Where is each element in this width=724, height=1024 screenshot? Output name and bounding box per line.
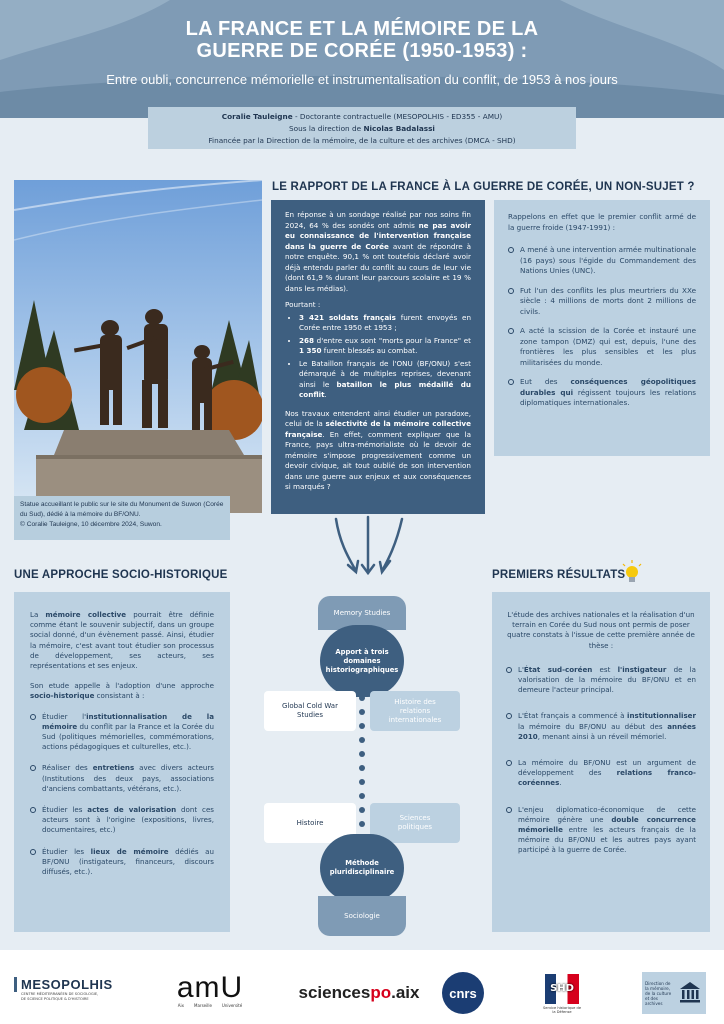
- poster-subtitle: Entre oubli, concurrence mémorielle et instrumentalisation du conflit, de 1953 à nos jours: [106, 72, 618, 87]
- monument-photo: [14, 180, 262, 513]
- bullet-circle-icon: [506, 713, 512, 719]
- list-item: L'État français a commencé à institutionnaliser la mémoire du BF/ONU au début des années 2010, menant ainsi à un réveil mémoriel.: [506, 711, 696, 742]
- section3-title: PREMIERS RÉSULTATS: [492, 569, 626, 581]
- list-item: L'État sud-coréen est l'instigateur de la valorisation de la mémoire du BF/ONU et en demeure l'acteur principal.: [506, 665, 696, 696]
- bullet-circle-icon: [506, 807, 512, 813]
- bullet-circle-icon: [508, 288, 514, 294]
- facts-list: [285, 313, 471, 401]
- bullet-circle-icon: [30, 849, 36, 855]
- authors-box: Coralie Tauleigne - Doctorante contractuelle (MESOPOLHIS - ED355 - AMU) Sous la direction de Nicolas Badalassi Financée par la Direction de la mémoire, de la culture et des archives (DMCA - SHD): [148, 107, 576, 149]
- relations-internationales-node: Histoire des relations internationales: [370, 691, 460, 731]
- list-item: A mené à une intervention armée multinationale (16 pays) sous l'égide du Commandement des Nations Unies (UNC).: [508, 245, 696, 277]
- list-item: Étudier les lieux de mémoire dédiés au BF/ONU (instigateurs, financeurs, discours diffusés, etc.).: [30, 847, 214, 878]
- bullet-circle-icon: [506, 667, 512, 673]
- approach-panel: [14, 592, 230, 932]
- results-panel: [492, 592, 710, 932]
- bullet-circle-icon: [30, 807, 36, 813]
- memory-studies-node: Memory Studies: [318, 596, 406, 630]
- list-item: Fut l'un des conflits les plus meurtriers du XXe siècle : 4 millions de morts dont 2 millions de civils.: [508, 286, 696, 318]
- dmca-logo: Direction de la mémoire, de la culture et des archives: [642, 972, 706, 1014]
- approach-paragraph: Son etude appelle à l'adoption d'une approche socio-historique consistant à :: [30, 681, 214, 701]
- section2-title: UNE APPROCHE SOCIO-HISTORIQUE: [14, 569, 228, 581]
- bullet-circle-icon: [508, 328, 514, 334]
- survey-panel: [271, 200, 485, 514]
- list-item: Eut des conséquences géopolitiques durables qui régissent toujours les relations diplomatiques internationales.: [508, 377, 696, 409]
- mesopolhis-logo: MESOPOLHIS CENTRE MÉDITERRANÉEN DE SOCIOLOGIE, DE SCIENCE POLITIQUE & D'HISTOIRE: [14, 972, 104, 1006]
- list-item: • Le Bataillon français de l'ONU (BF/ONU) s'est démarqué à de multiples reprises, devenant ainsi le bataillon le plus médaillé du conflit.: [299, 359, 471, 401]
- global-cold-war-node: Global Cold War Studies: [264, 691, 356, 731]
- cnrs-logo: cnrs: [442, 972, 484, 1014]
- methode-node: Méthode pluridisciplinaire: [320, 834, 404, 902]
- arrows-down-icon: [330, 515, 410, 585]
- bullet-circle-icon: [508, 379, 514, 385]
- reminder-panel: [494, 200, 710, 456]
- amu-logo: amU Aix Marseille Université: [176, 970, 244, 1008]
- sciences-politiques-node: Sciences politiques: [370, 803, 460, 843]
- list-item: L'enjeu diplomatico-économique de cette mémoire génère une double concurrence mémorielle entre les acteurs français de la mémoire du BF/ONU et les autres pays ayant participé à la guerre de Corée.: [506, 805, 696, 856]
- bullet-circle-icon: [506, 760, 512, 766]
- survey-paragraph: En réponse à un sondage réalisé par nos soins fin 2024, 64 % des sondés ont admis ne pas avoir eu connaissance de l'intervention française dans la guerre de Corée avant de répondre à notre enquête. 90,1 % ont toutefois déclaré avoir déjà entendu parler du conflit au cours de leur vie (dont 61,9 % durant leur parcours scolaire et 19 % dans les médias).: [285, 210, 472, 293]
- bullet-circle-icon: [30, 714, 36, 720]
- results-intro: L'étude des archives nationales et la réalisation d'un terrain en Corée du Sud nous ont permis de poser quatre constats à l'issue de cette première année de thèse :: [507, 610, 695, 650]
- list-item: • 3 421 soldats français furent envoyés en Corée entre 1950 et 1953 ;: [299, 313, 471, 334]
- list-item: • 268 d'entre eux sont "morts pour la France" et 1 350 furent blessés au combat.: [299, 336, 471, 357]
- list-item: A acté la scission de la Corée et instauré une zone tampon (DMZ) qui est, depuis, l'une des frontières les plus sensibles et les plus militarisées du monde.: [508, 326, 696, 368]
- bullet-circle-icon: [30, 765, 36, 771]
- sociologie-node: Sociologie: [318, 896, 406, 936]
- lightbulb-icon: [621, 560, 643, 586]
- reminder-intro: Rappelons en effet que le premier conflit armé de la guerre froide (1947-1991) :: [508, 212, 696, 232]
- list-item: Étudier l'institutionnalisation de la mémoire du conflit par la France et la Corée du Sud (politiques mémorielles, commémorations, actions pédagogiques et culturelles, etc.).: [30, 712, 214, 753]
- bullet-circle-icon: [508, 247, 514, 253]
- photo-caption: Statue accueillant le public sur le site du Monument de Suwon (Corée du Sud), dédié à la mémoire du BF/ONU. © Coralie Tauleigne, 10 décembre 2024, Suwon.: [14, 496, 230, 540]
- pourtant-label: Pourtant :: [285, 300, 321, 309]
- list-item: Réaliser des entretiens avec divers acteurs (Institutions des deux pays, associations d'anciens combattants, vétérans, etc.).: [30, 763, 214, 794]
- section1-title: LE RAPPORT DE LA FRANCE À LA GUERRE DE CORÉE, UN NON-SUJET ?: [272, 181, 695, 193]
- list-item: La mémoire du BF/ONU est un argument de développement des relations franco-coréennes.: [506, 758, 696, 789]
- poster-title: LA FRANCE ET LA MÉMOIRE DE LA GUERRE DE CORÉE (1950-1953) :: [185, 18, 539, 62]
- paradox-paragraph: Nos travaux entendent ainsi étudier un paradoxe, celui de la sélectivité de la mémoire collective française. En effet, comment expliquer que la France, pays ultra-mémorialiste où le devoir de mémoire s'impose progressivement comme un devoir civique, ait tout oublié de son intervention dans une guerre aux enjeux et aux conséquences si marqués ?: [285, 408, 471, 491]
- shd-logo: SHD Service historique de la Défense: [542, 970, 582, 1018]
- histoire-node: Histoire: [264, 803, 356, 843]
- museum-icon: [678, 980, 702, 1004]
- apport-node: Apport à trois domaines historiographiques: [320, 625, 404, 697]
- approach-paragraph: La mémoire collective pourrait être définie comme étant le souvenir subjectif, dans un groupe social donné, d'un évènement passé. Ainsi, étudier la mémoire, c'est avant tout étudier son processus de développement, ses acteurs, ses représentations et ses enjeux.: [30, 610, 214, 671]
- list-item: Étudier les actes de valorisation dont ces acteurs sont à l'origine (expositions, livres, documentaires, etc.): [30, 805, 214, 836]
- sciencespo-aix-logo: sciences po .aix: [298, 983, 420, 1002]
